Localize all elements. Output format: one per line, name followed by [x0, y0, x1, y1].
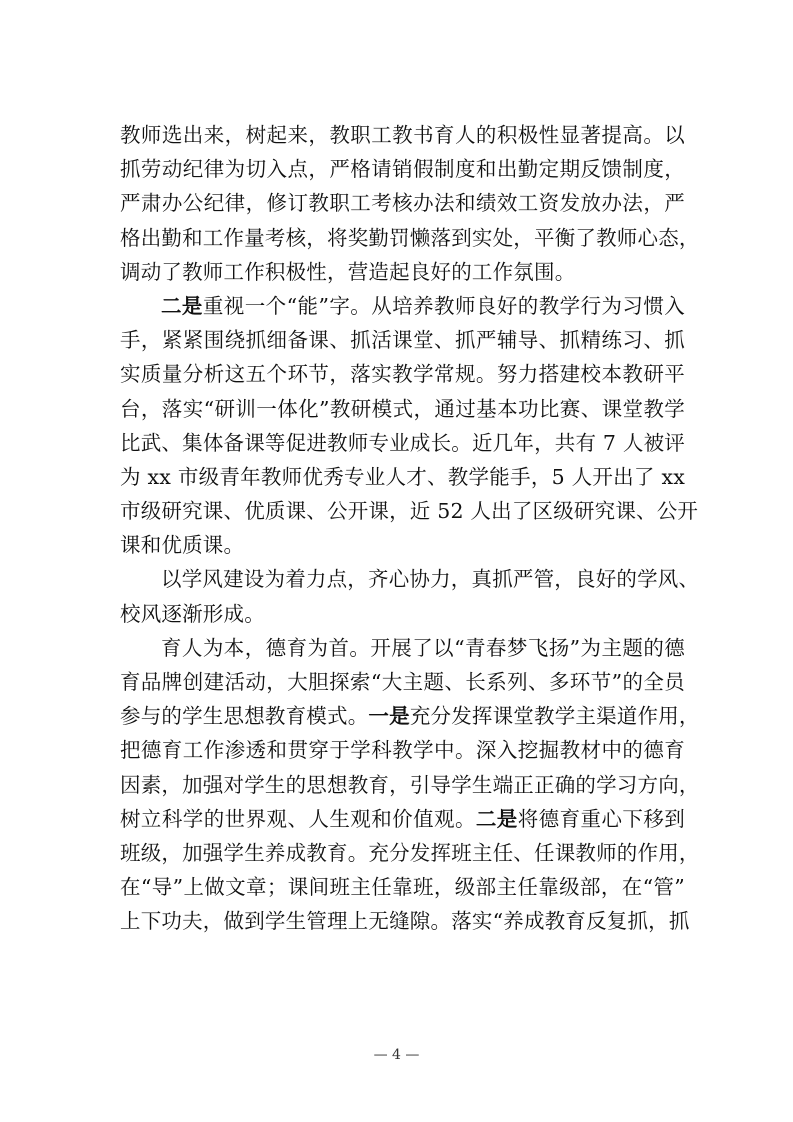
- emphasis-label: 一是: [368, 704, 410, 729]
- text-line: 格出勤和工作量考核，将奖勤罚懒落到实处，平衡了教师心态，: [120, 225, 700, 250]
- text-line: [120, 802, 685, 836]
- body-text: [120, 118, 700, 939]
- text-line: 在“导”上做文章；课间班主任靠班，级部主任靠级部，在“管”: [120, 875, 685, 900]
- text-line: 把德育工作渗透和贯穿于学科教学中。深入挖掘教材中的德育: [120, 738, 685, 763]
- text-span: 将德育重心下移到: [517, 806, 685, 831]
- text-line: 调动了教师工作积极性，营造起良好的工作氛围。: [120, 259, 576, 284]
- page-number: — 4 —: [373, 1047, 420, 1063]
- text-line: 校风逐渐形成。: [120, 601, 265, 626]
- text-line: 上下功夫，做到学生管理上无缝隙。落实“养成教育反复抓，抓: [120, 909, 690, 934]
- text-line: 实质量分析这五个环节，落实教学常规。努力搭建校本教研平: [120, 362, 685, 387]
- text-line: 手，紧紧围绕抓细备课、抓活课堂、抓严辅导、抓精练习、抓: [120, 328, 685, 353]
- text-line: 比武、集体备课等促进教师专业成长。近几年，共有 7 人被评: [120, 430, 685, 455]
- text-line: 教师选出来，树起来，教职工教书育人的积极性显著提高。以: [120, 123, 685, 147]
- text-line: 因素，加强对学生的思想教育，引导学生端正正确的学习方向，: [120, 772, 700, 797]
- text-line: 育品牌创建活动，大胆探索“大主题、长系列、多环节”的全员: [120, 670, 685, 694]
- emphasis-label: 二是: [475, 806, 518, 831]
- emphasis-label: 二是: [161, 293, 203, 318]
- text-line: 班级，加强学生养成教育。充分发挥班主任、任课教师的作用，: [120, 840, 700, 865]
- text-line: [120, 289, 685, 323]
- text-line: 抓劳动纪律为切入点，严格请销假制度和出勤定期反馈制度，: [120, 157, 685, 182]
- text-line: 台，落实“研训一体化”教研模式，通过基本功比赛、课堂教学: [120, 396, 685, 421]
- text-span: 重视一个“能”字。从培养教师良好的教学行为习惯入: [202, 293, 685, 318]
- text-line: 课和优质课。: [120, 533, 245, 558]
- text-line: [120, 699, 700, 733]
- text-line: 育人为本，德育为首。开展了以“青春梦飞扬”为主题的德: [161, 635, 685, 660]
- text-span: 充分发挥课堂教学主渠道作用，: [409, 704, 700, 729]
- text-line: 为 xx 市级青年教师优秀专业人才、教学能手，5 人开出了 xx: [120, 464, 685, 489]
- text-line: 严肃办公纪律，修订教职工考核办法和绩效工资发放办法，严: [120, 191, 685, 216]
- text-line: 市级研究课、优质课、公开课，近 52 人出了区级研究课、公开: [120, 499, 699, 524]
- text-line: 以学风建设为着力点，齐心协力，真抓严管，良好的学风、: [161, 567, 700, 592]
- text-span: 参与的学生思想教育模式。: [120, 704, 369, 729]
- text-span: 树立科学的世界观、人生观和价值观。: [120, 806, 476, 831]
